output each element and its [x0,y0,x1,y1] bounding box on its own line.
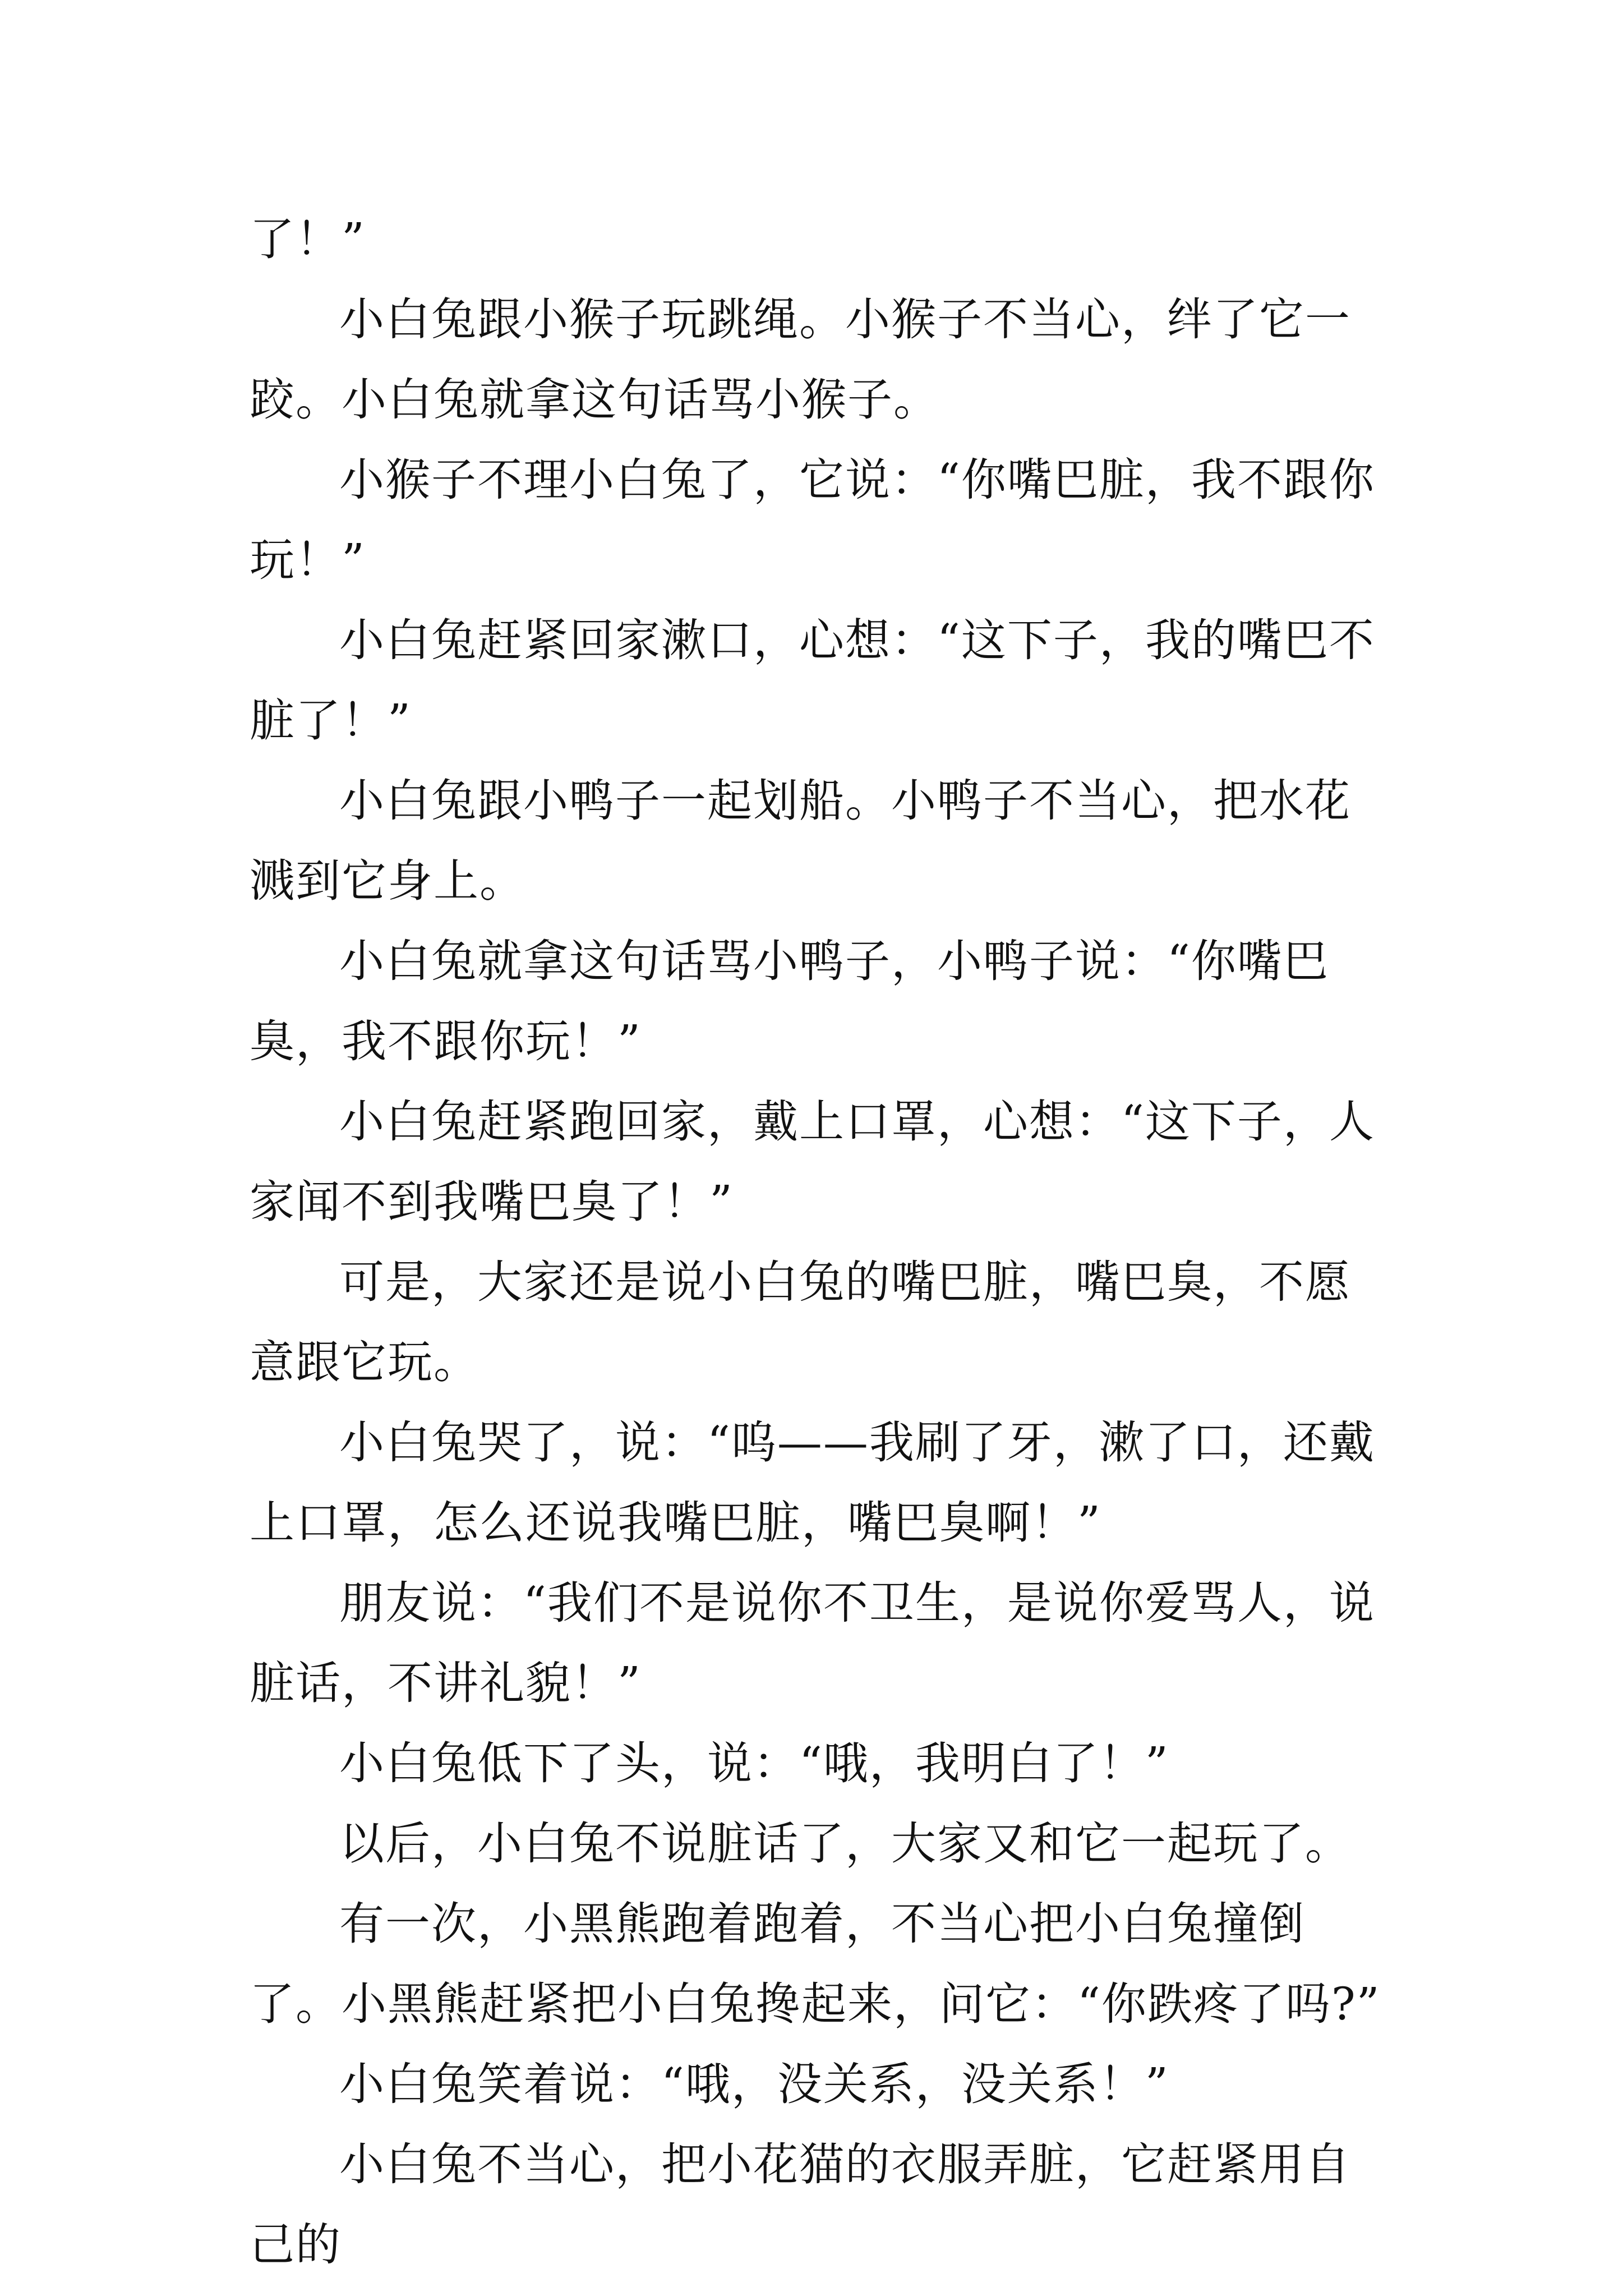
paragraph: 小白兔赶紧回家漱口，心想：“这下子，我的嘴巴不脏了！” [250,614,1375,747]
paragraph: 小白兔笑着说：“哦，没关系，没关系！” [339,2058,1169,2110]
paragraph: 小白兔低下了头，说：“哦，我明白了！” [339,1737,1169,1789]
paragraph: 有一次，小黑熊跑着跑着，不当心把小白兔撞倒了。小黑熊赶紧把小白兔搀起来，问它：“你跌疼了吗?” [250,1898,1381,2030]
paragraph: 小白兔就拿这句话骂小鸭子，小鸭子说：“你嘴巴臭，我不跟你玩！” [250,935,1329,1068]
paragraph: 小白兔哭了，说：“呜——我刷了牙，漱了口，还戴上口罩，怎么还说我嘴巴脏，嘴巴臭啊！” [250,1416,1375,1549]
paragraph: 可是，大家还是说小白兔的嘴巴脏，嘴巴臭，不愿意跟它玩。 [250,1256,1351,1388]
paragraph: 朋友说：“我们不是说你不卫生，是说你爱骂人，说脏话，不讲礼貌！” [250,1577,1375,1709]
paragraph: 了！” [250,213,366,265]
paragraph: 以后，小白兔不说脏话了，大家又和它一起玩了。 [339,1818,1351,1870]
paragraph: 小白兔赶紧跑回家，戴上口罩，心想：“这下子，人家闻不到我嘴巴臭了！” [250,1096,1375,1228]
paragraph: 小白兔不当心，把小花猫的衣服弄脏，它赶紧用自己的 [250,2138,1351,2271]
paragraph: 小白兔跟小鸭子一起划船。小鸭子不当心，把水花溅到它身上。 [250,775,1351,907]
story-text [250,199,1382,2285]
paragraph: 小白兔跟小猴子玩跳绳。小猴子不当心，绊了它一跤。小白兔就拿这句话骂小猴子。 [250,293,1351,426]
paragraph: 小猴子不理小白兔了，它说：“你嘴巴脏，我不跟你玩！” [250,454,1375,586]
